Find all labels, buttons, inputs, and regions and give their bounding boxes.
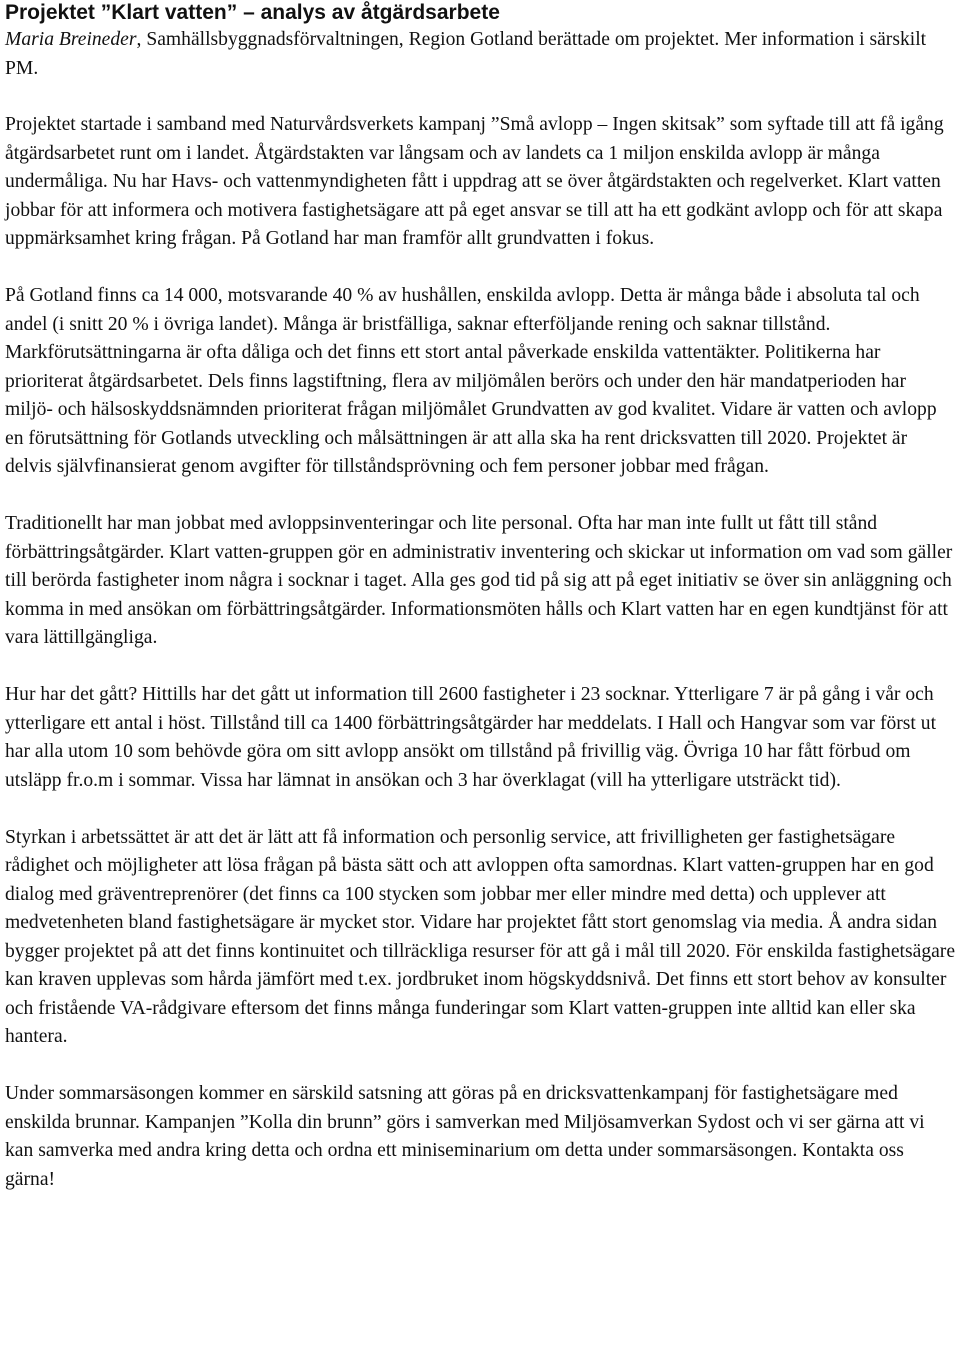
- byline: [5, 26, 957, 83]
- paragraph-strengths: Styrkan i arbetssättet är att det är lätt att få information och personlig service, att frivilligheten ger fastighetsägare rådighet och möjligheter att lösa frågan på bästa sätt och att avloppen ofta samordnas. Klart vatten-gruppen har en god dialog med gräventreprenörer (det finns ca 100 stycken som jobbar mer eller mindre med detta) och upplever att medvetenheten bland fastighetsägare är mycket stor. Vidare har projektet fått stort genomslag via media. Å andra sidan bygger projektet på att det finns kontinuitet och tillräckliga resurser för att gå i mål till 2020. För enskilda fastighetsägare kan kraven upplevas som hårda jämfört med t.ex. jordbruket inom högskyddsnivå. Det finns ett stort behov av konsulter och fristående VA-rådgivare eftersom det finns många funderingar som Klart vatten-gruppen inte alltid kan eller ska hantera.: [5, 826, 956, 1047]
- paragraph-gotland: På Gotland finns ca 14 000, motsvarande 40 % av hushållen, enskilda avlopp. Detta är många både i absoluta tal och andel (i snitt 20 % i övriga landet). Många är bristfälliga, saknar efterföljande rening och saknar tillstånd. Markförutsättningarna är ofta dåliga och det finns ett stort antal påverkade enskilda vattentäkter. Politikerna har prioriterat åtgärdsarbetet. Dels finns lagstiftning, flera av miljömålen berörs och under den här mandatperioden har miljö- och hälsoskyddsnämnden prioriterat frågan miljömålet Grundvatten av god kvalitet. Vidare är vatten och avlopp en förutsättning för Gotlands utveckling och målsättningen är att alla ska ha rent dricksvatten till 2020. Projektet är delvis självfinansierat genom avgifter för tillståndsprövning och fem personer jobbar med frågan.: [5, 285, 937, 477]
- document-page: [5, 0, 957, 1223]
- document-title: Projektet ”Klart vatten” – analys av åtgärdsarbete: [5, 1, 500, 24]
- byline-text: , Samhällsbyggnadsförvaltningen, Region Gotland berättade om projektet. Mer information i särskilt PM.: [5, 29, 927, 79]
- paragraph-background: Projektet startade i samband med Naturvårdsverkets kampanj ”Små avlopp – Ingen skitsak” som syftade till att få igång åtgärdsarbetet runt om i landet. Åtgärdstakten var långsam och av landets ca 1 miljon enskilda avlopp är många undermåliga. Nu har Havs- och vattenmyndigheten fått i uppdrag att se över åtgärdstakten och regelverket. Klart vatten jobbar för att informera och motivera fastighetsägare att på eget ansvar se till att ha ett godkänt avlopp och för att skapa uppmärksamhet kring frågan. På Gotland har man framför allt grundvatten i fokus.: [5, 114, 944, 249]
- paragraph-results: Hur har det gått? Hittills har det gått ut information till 2600 fastigheter i 23 socknar. Ytterligare 7 är på gång i vår och ytterligare ett antal i höst. Tillstånd till ca 1400 förbättringsåtgärder har meddelats. I Hall och Hangvar som var först ut har alla utom 10 som behövde göra om sitt avlopp ansökt om tillstånd på frivillig väg. Övriga 10 har fått förbud om utsläpp fr.o.m i sommar. Vissa har lämnat in ansökan och 3 har överklagat (vill ha ytterligare utsträckt tid).: [5, 684, 937, 791]
- paragraph-summer-campaign: Under sommarsäsongen kommer en särskild satsning att göras på en dricksvattenkampanj för fastighetsägare med enskilda brunnar. Kampanjen ”Kolla din brunn” görs i samverkan med Miljösamverkan Sydost och vi ser gärna att vi kan samverka med andra kring detta och ordna ett miniseminarium om detta under sommarsäsongen. Kontakta oss gärna!: [5, 1083, 925, 1190]
- speaker-name: Maria Breineder: [5, 29, 137, 50]
- paragraph-method: Traditionellt har man jobbat med avloppsinventeringar och lite personal. Ofta har man inte fullt ut fått till stånd förbättringsåtgärder. Klart vatten-gruppen gör en administrativ inventering och skickar ut information om vad som gäller till berörda fastigheter inom några i socknar i taget. Alla ges god tid på sig att på eget initiativ se över sin anläggning och komma in med ansökan om förbättringsåtgärder. Informationsmöten hålls och Klart vatten har en egen kundtjänst för att vara lättillgängliga.: [5, 513, 953, 648]
